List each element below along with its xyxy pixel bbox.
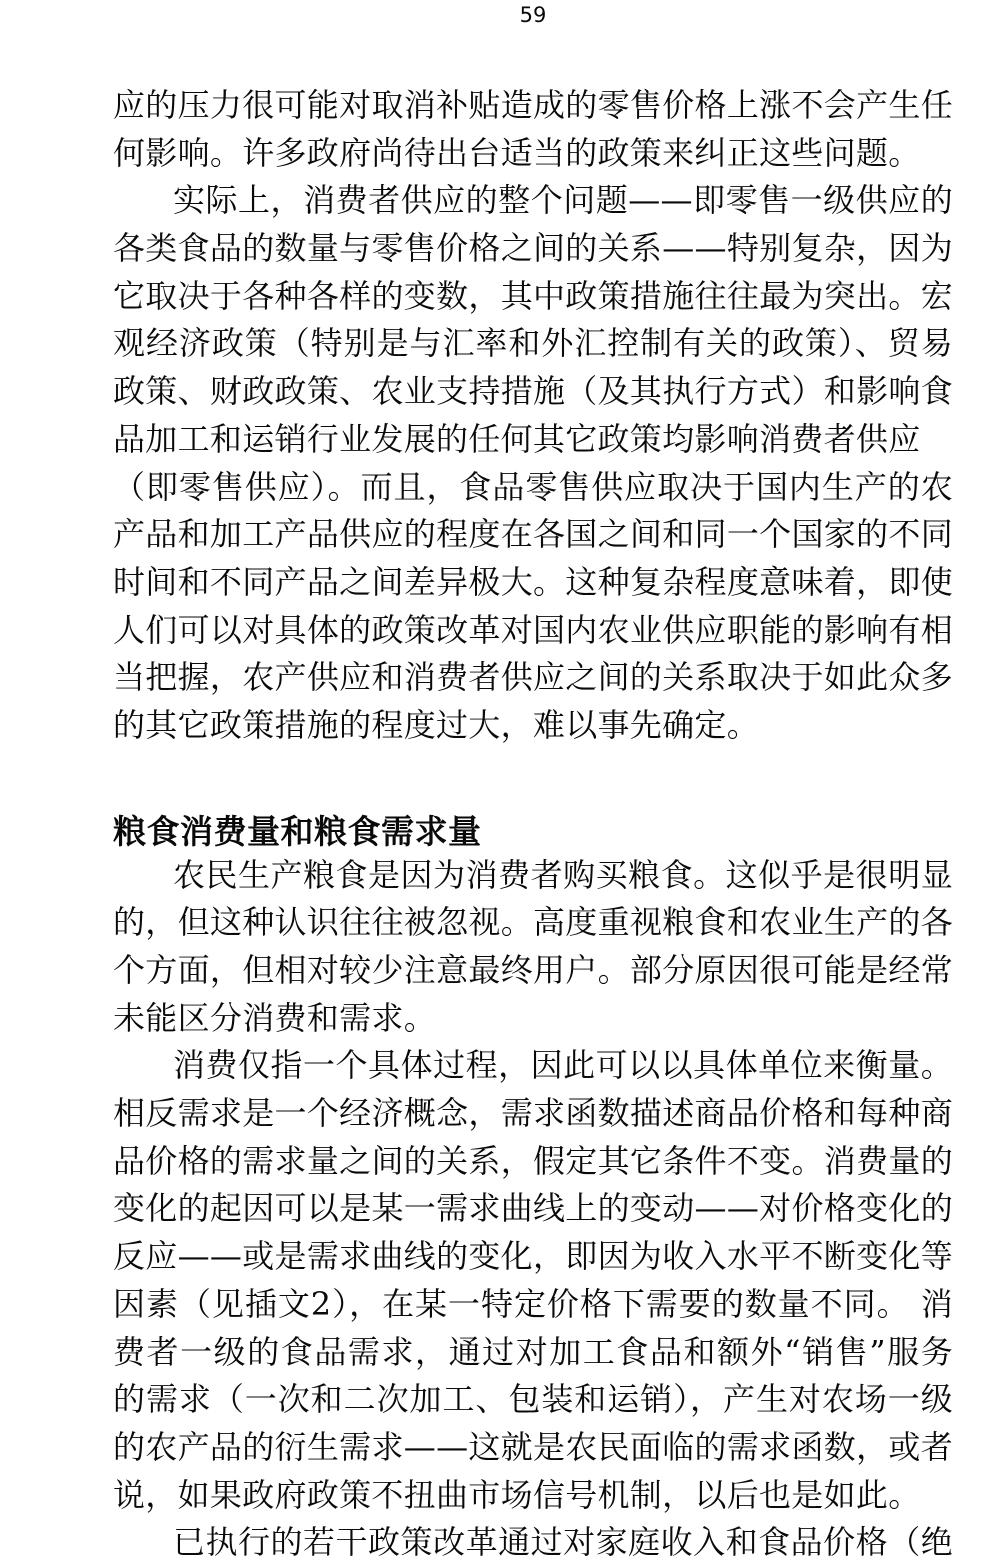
text-line: 相反需求是一个经济概念，需求函数描述商品价格和每种商 bbox=[113, 1094, 953, 1133]
text-line: 应的压力很可能对取消补贴造成的零售价格上涨不会产生任 bbox=[113, 86, 953, 124]
text-line: 它取决于各种各样的变数，其中政策措施往往最为突出。宏 bbox=[113, 276, 953, 315]
text-line: 未能区分消费和需求。 bbox=[113, 998, 437, 1037]
text-line: 实际上，消费者供应的整个问题——即零售一级供应的 bbox=[173, 181, 953, 220]
text-line: 政策、财政政策、农业支持措施（及其执行方式）和影响食 bbox=[113, 372, 953, 411]
text-line: 变化的起因可以是某一需求曲线上的变动——对价格变化的 bbox=[113, 1189, 953, 1228]
text-line: 反应——或是需求曲线的变化，即因为收入水平不断变化等 bbox=[113, 1237, 953, 1276]
text-line: 品加工和运销行业发展的任何其它政策均影响消费者供应 bbox=[113, 419, 921, 458]
text-line: 的，但这种认识往往被忽视。高度重视粮食和农业生产的各 bbox=[113, 903, 953, 942]
text-line: 何影响。许多政府尚待出台适当的政策来纠正这些问题。 bbox=[113, 133, 921, 172]
text-line: 因素（见插文2），在某一特定价格下需要的数量不同。 消 bbox=[113, 1284, 953, 1323]
text-line: 说，如果政府政策不扭曲市场信号机制，以后也是如此。 bbox=[113, 1475, 921, 1514]
text-line: 产品和加工产品供应的程度在各国之间和同一个国家的不同 bbox=[113, 515, 953, 554]
text-line: 的需求（一次和二次加工、包装和运销），产生对农场一级 bbox=[113, 1380, 953, 1419]
text-line: 的其它政策措施的程度过大，难以事先确定。 bbox=[113, 705, 760, 744]
text-line: 农民生产粮食是因为消费者购买粮食。这似乎是很明显 bbox=[173, 855, 953, 894]
text-line: 人们可以对具体的政策改革对国内农业供应职能的影响有相 bbox=[113, 610, 953, 649]
text-line: 的农产品的衍生需求——这就是农民面临的需求函数，或者 bbox=[113, 1427, 953, 1466]
text-line: 各类食品的数量与零售价格之间的关系——特别复杂，因为 bbox=[113, 229, 953, 268]
text-line: 消费仅指一个具体过程，因此可以以具体单位来衡量。 bbox=[173, 1046, 953, 1085]
text-line: 当把握，农产供应和消费者供应之间的关系取决于如此众多 bbox=[113, 658, 953, 697]
text-line: 个方面，但相对较少注意最终用户。部分原因很可能是经常 bbox=[113, 951, 953, 989]
section-heading: 粮食消费量和粮食需求量 bbox=[113, 811, 482, 851]
text-line: 费者一级的食品需求，通过对加工食品和额外“销售”服务 bbox=[113, 1332, 953, 1371]
text-line: （即零售供应）。而且，食品零售供应取决于国内生产的农 bbox=[113, 467, 953, 506]
text-line: 时间和不同产品之间差异极大。这种复杂程度意味着，即使 bbox=[113, 562, 953, 601]
page-body bbox=[113, 82, 953, 1567]
page-number: 59 bbox=[519, 3, 547, 27]
text-line: 已执行的若干政策改革通过对家庭收入和食品价格（绝 bbox=[173, 1523, 953, 1562]
text-line: 观经济政策（特别是与汇率和外汇控制有关的政策）、贸易 bbox=[113, 324, 953, 363]
text-line: 品价格的需求量之间的关系，假定其它条件不变。消费量的 bbox=[113, 1141, 953, 1180]
